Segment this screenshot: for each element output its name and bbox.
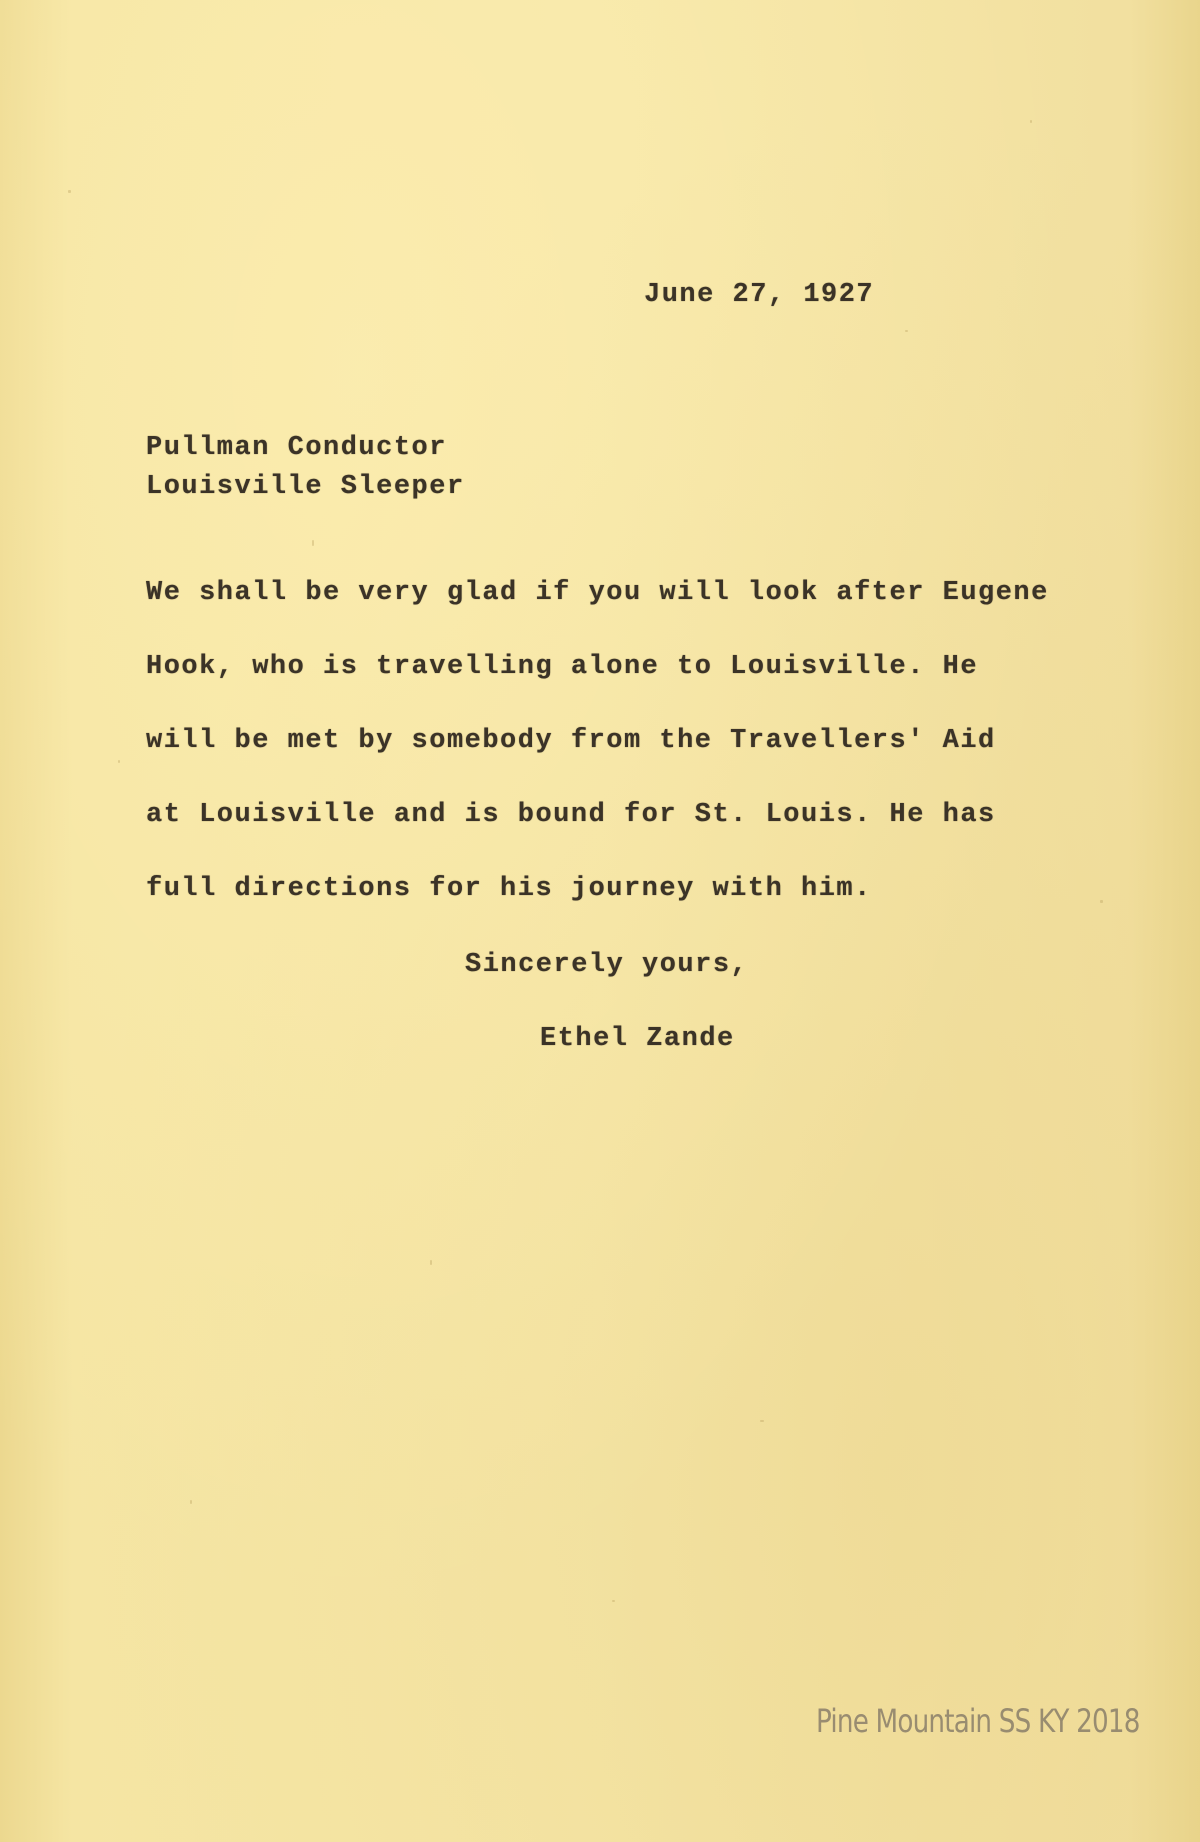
letter-date: June 27, 1927 — [644, 280, 875, 310]
body-line: full directions for his journey with him. — [146, 874, 872, 904]
paper-fleck — [118, 760, 120, 763]
body-line: We shall be very glad if you will look after Eugene — [146, 578, 1049, 608]
paper-fleck — [612, 1600, 615, 1602]
paper-fleck — [1030, 120, 1032, 123]
body-line: Hook, who is travelling alone to Louisville. He — [146, 652, 979, 682]
paper-fleck — [1100, 900, 1103, 903]
paper-fleck — [905, 330, 908, 332]
closing: Sincerely yours, — [465, 950, 749, 980]
paper-fleck — [312, 540, 314, 546]
paper-fleck — [190, 1500, 192, 1504]
paper-fleck — [760, 1420, 764, 1422]
paper-fleck — [68, 190, 71, 193]
body-line: at Louisville and is bound for St. Louis. He has — [146, 800, 996, 830]
signer-name: Ethel Zande — [540, 1024, 735, 1054]
paper-fleck — [430, 1260, 432, 1265]
watermark: Pine Mountain SS KY 2018 — [816, 1702, 1140, 1740]
recipient-line: Pullman Conductor — [146, 433, 447, 463]
recipient-line: Louisville Sleeper — [146, 472, 465, 502]
body-line: will be met by somebody from the Travellers' Aid — [146, 726, 996, 756]
